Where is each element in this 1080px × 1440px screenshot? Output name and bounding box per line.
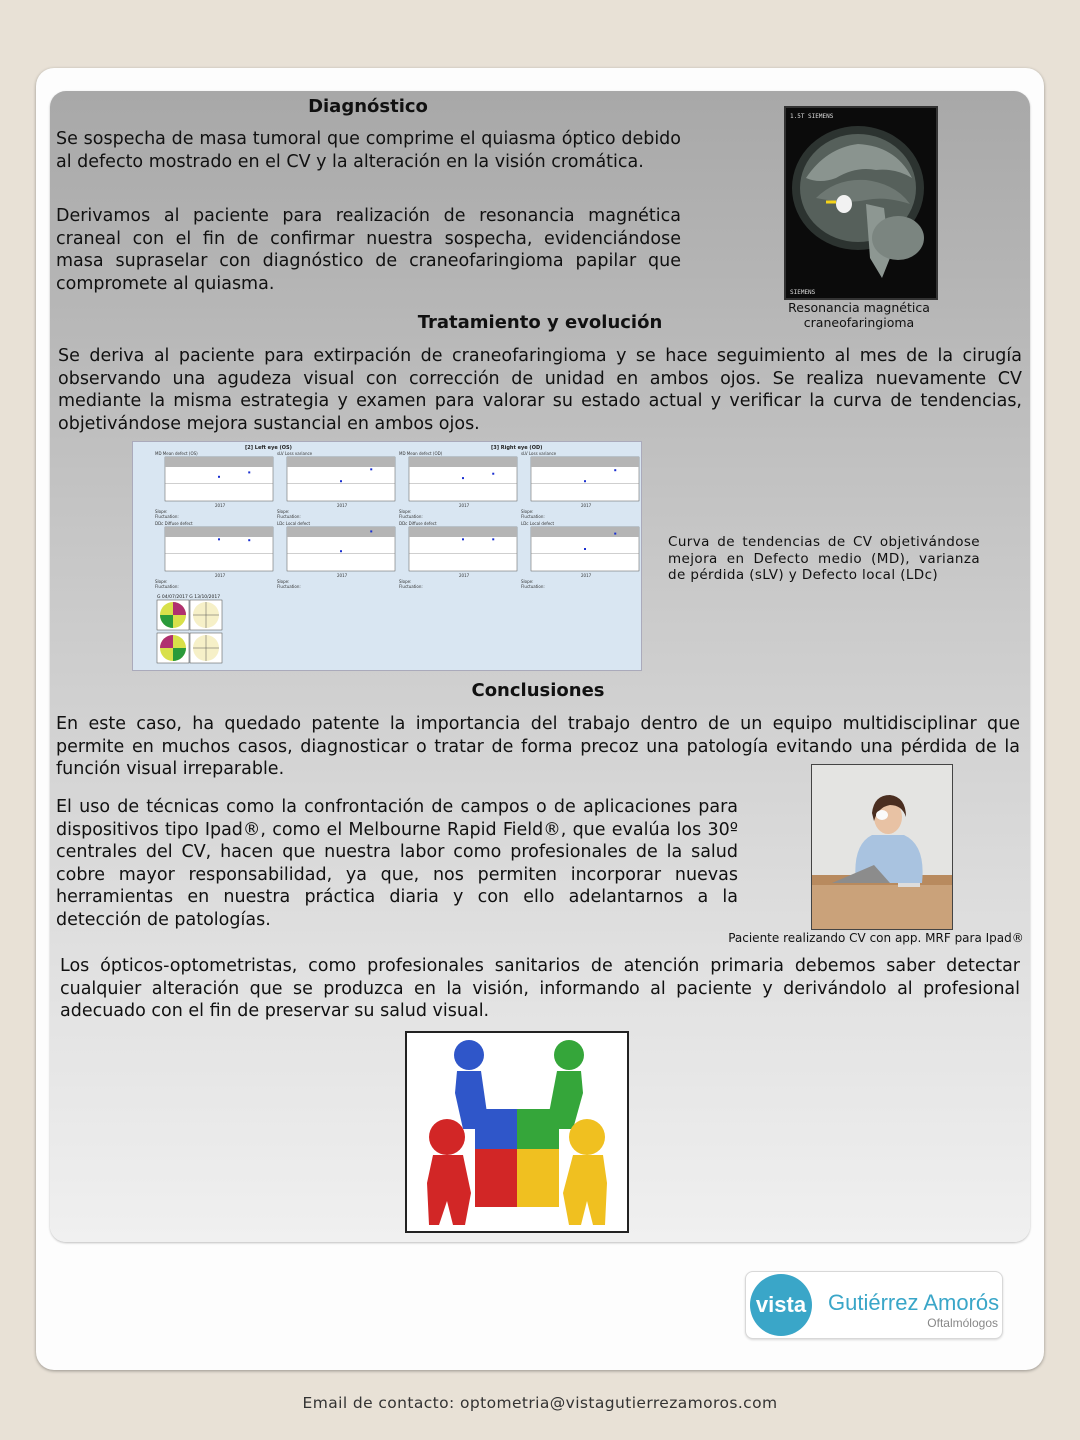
trend-data-point: [492, 538, 494, 540]
mri-caption-line-1: Resonancia magnética: [788, 300, 930, 315]
trend-panel-slope: Slope:: [277, 579, 290, 584]
trend-data-point: [584, 548, 586, 550]
trend-panel: [399, 451, 517, 519]
trend-panel: [277, 521, 395, 589]
trend-data-point: [218, 538, 220, 540]
trend-panel-year: 2017: [337, 503, 348, 508]
trend-panel-band: [165, 457, 273, 467]
patient-ipad-illustration: [812, 765, 952, 929]
teamwork-puzzle-image: [405, 1031, 629, 1233]
dates-label: G 04/07/2017 G 13/10/2017: [157, 595, 221, 600]
trend-panel-band: [409, 527, 517, 537]
logo-mark: vista: [750, 1274, 812, 1336]
trend-panel-fluctuation: Fluctuation:: [277, 584, 301, 589]
trend-panel: [155, 451, 273, 519]
trend-panel-fluctuation: Fluctuation:: [155, 584, 179, 589]
trend-panel-band: [287, 457, 395, 467]
conclusiones-paragraph-1: En este caso, ha quedado patente la importancia del trabajo dentro de un equipo multidisciplinar que permite en muchos casos, diagnosticar o tratar de forma precoz una patología evitando una pérdida de la función visual irreparable.: [56, 714, 1020, 779]
trend-panel-slope: Slope:: [521, 579, 534, 584]
chart-caption: Curva de tendencias de CV objetivándose mejora en Defecto medio (MD), varianza de pérdida (sLV) y Defecto local (LDc): [668, 534, 980, 583]
trend-panel-band: [531, 527, 639, 537]
trend-panel-year: 2017: [459, 503, 470, 508]
mri-brain-illustration: [786, 108, 936, 298]
trend-data-point: [370, 468, 372, 470]
trend-panel-year: 2017: [215, 503, 226, 508]
diagnostico-title: Diagnóstico: [308, 96, 428, 117]
conclusiones-paragraph-2: El uso de técnicas como la confrontación de campos o de aplicaciones para dispositivos tipo Ipad®, como el Melbourne Rapid Field®, que evalúa los 30º centrales del CV, hacen que nuestra labor como profesionales de la salud cobre mayor responsabilidad, ya que, nos permiten incorporar nuevas herramientas en nuestra práctica diaria y con ello adelantarnos a la detección de patologías.: [56, 797, 738, 930]
trend-panel-label: LDc Local defect: [277, 521, 311, 526]
trend-data-point: [492, 473, 494, 475]
diagnostico-paragraph-2: Derivamos al paciente para realización de resonancia magnética craneal con el fin de confirmar nuestra sospecha, evidenciándose masa supraselar con diagnóstico de craneofaringioma papilar que compromete al quiasma.: [56, 206, 681, 294]
trend-panel-slope: Slope:: [399, 579, 412, 584]
trend-panel-year: 2017: [337, 573, 348, 578]
patient-photo: [811, 764, 953, 930]
trend-data-point: [340, 480, 342, 482]
trend-panel-year: 2017: [581, 503, 592, 508]
trend-panel-slope: Slope:: [399, 509, 412, 514]
trend-panel-year: 2017: [581, 573, 592, 578]
trend-data-point: [462, 477, 464, 479]
trend-panel: [399, 521, 517, 589]
trend-panel-label: MD Mean defect (OS): [155, 451, 198, 456]
photo-caption: Paciente realizando CV con app. MRF para Ipad®: [728, 931, 1024, 945]
trend-data-point: [248, 539, 250, 541]
trend-panel-band: [409, 457, 517, 467]
tratamiento-title: Tratamiento y evolución: [417, 312, 663, 333]
trend-panel-slope: Slope:: [155, 579, 168, 584]
conclusiones-title: Conclusiones: [471, 680, 605, 701]
trend-panel-band: [531, 457, 639, 467]
trend-panel-fluctuation: Fluctuation:: [399, 584, 423, 589]
trend-panel: [277, 451, 395, 519]
left-eye-header: [2] Left eye (OS): [245, 445, 292, 451]
trend-chart-svg: [133, 442, 641, 670]
trend-panel-fluctuation: Fluctuation:: [155, 514, 179, 519]
trend-panel-fluctuation: Fluctuation:: [521, 514, 545, 519]
trend-panel-label: LDc Local defect: [521, 521, 555, 526]
trend-panel-fluctuation: Fluctuation:: [399, 514, 423, 519]
trend-panel-label: DDc Diffuse defect: [155, 521, 193, 526]
tratamiento-paragraph: Se deriva al paciente para extirpación de craneofaringioma y se hace seguimiento al mes de la cirugía observando una agudeza visual con corrección de unidad en ambos ojos. Se realiza nuevamente CV mediante la misma estrategia y examen para valorar su estado actual y verificar la curva de tendencias, objetivándose mejora sustancial en ambos ojos.: [58, 346, 1022, 434]
trend-panel-slope: Slope:: [521, 509, 534, 514]
contact-email[interactable]: Email de contacto: optometria@vistagutierrezamoros.com: [302, 1394, 778, 1412]
trend-panel-band: [287, 527, 395, 537]
trend-panel-year: 2017: [215, 573, 226, 578]
trend-data-point: [370, 530, 372, 532]
trend-data-point: [614, 469, 616, 471]
diagnostico-paragraph-1: Se sospecha de masa tumoral que comprime el quiasma óptico debido al defecto mostrado en el CV y la alteración en la visión cromática.: [56, 129, 681, 172]
trend-data-point: [614, 533, 616, 535]
visual-field-trend-chart: [132, 441, 642, 671]
svg-text:1.5T SIEMENS: 1.5T SIEMENS: [790, 113, 834, 120]
trend-panel-label: DDc Diffuse defect: [399, 521, 437, 526]
trend-panel-label: sLV Loss variance: [277, 451, 313, 456]
trend-panel-fluctuation: Fluctuation:: [521, 584, 545, 589]
trend-data-point: [218, 476, 220, 478]
mri-caption-line-2: craneofaringioma: [803, 315, 915, 330]
logo-subtitle: Oftalmólogos: [927, 1316, 998, 1330]
trend-panel-fluctuation: Fluctuation:: [277, 514, 301, 519]
clinic-logo: [745, 1271, 1003, 1339]
trend-data-point: [248, 471, 250, 473]
right-eye-header: [3] Right eye (OD): [491, 445, 543, 451]
trend-panel: [155, 521, 273, 589]
trend-panel-slope: Slope:: [277, 509, 290, 514]
puzzle-figures-illustration: [407, 1033, 627, 1231]
trend-panel-label: MD Mean defect (OD): [399, 451, 443, 456]
trend-panel: [521, 451, 639, 519]
mri-image: [784, 106, 938, 300]
svg-text:SIEMENS: SIEMENS: [790, 289, 816, 296]
trend-data-point: [340, 550, 342, 552]
trend-panel: [521, 521, 639, 589]
trend-panel-year: 2017: [459, 573, 470, 578]
logo-name: Gutiérrez Amorós: [828, 1290, 1000, 1315]
field-map-thumbnails: [157, 600, 222, 663]
conclusiones-paragraph-3: Los ópticos-optometristas, como profesionales sanitarios de atención primaria debemos saber detectar cualquier alteración que se produzca en la visión, informando al paciente y derivándolo al profesional adecuado con el fin de preservar su salud visual.: [60, 956, 1020, 1021]
trend-data-point: [584, 480, 586, 482]
trend-panel-band: [165, 527, 273, 537]
trend-panel-slope: Slope:: [155, 509, 168, 514]
trend-data-point: [462, 538, 464, 540]
trend-panel-label: sLV Loss variance: [521, 451, 557, 456]
